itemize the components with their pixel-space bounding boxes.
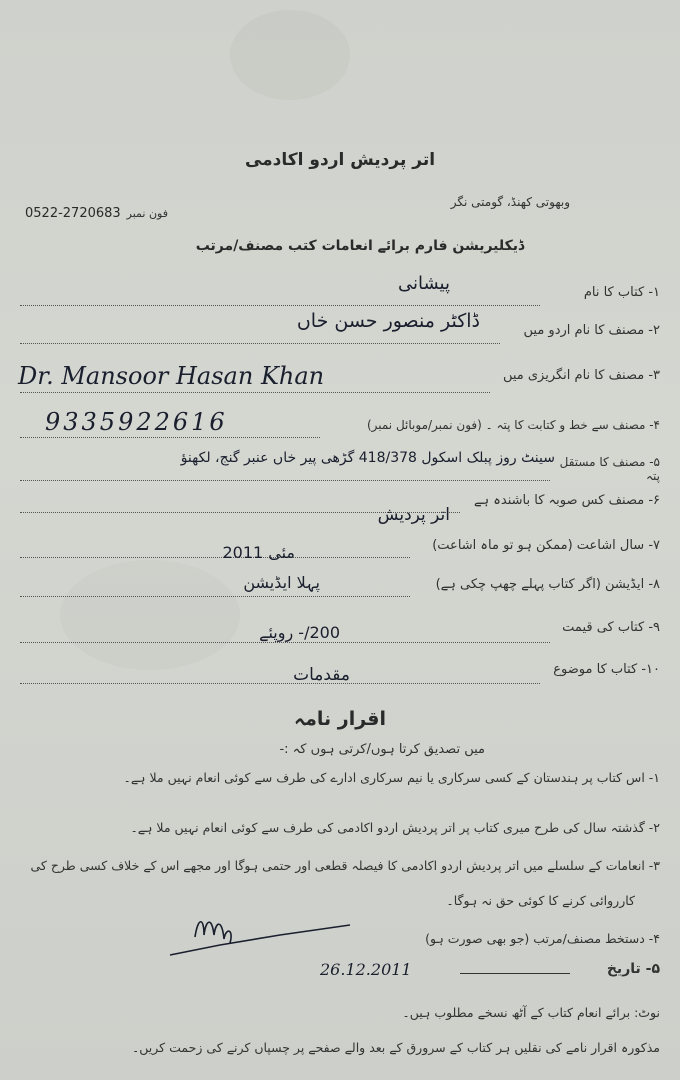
field-label: ۸- ایڈیشن (اگر کتاب پہلے چھپ چکی ہے)	[435, 577, 660, 592]
field-value-phone: 9335922616	[45, 408, 228, 436]
field-label: ۷- سال اشاعت (ممکن ہو تو ماہ اشاعت)	[432, 538, 660, 553]
field-label: ۱۰- کتاب کا موضوع	[553, 662, 660, 677]
field-value-price: 200/- روپئے	[259, 623, 340, 642]
field-line	[20, 343, 500, 344]
field-label: ۲- مصنف کا نام اردو میں	[523, 323, 660, 338]
date-label: ۵- تاریخ	[606, 961, 660, 977]
signature-label: ۴- دستخط مصنف/مرتب (جو بھی صورت ہو)	[425, 931, 660, 946]
field-value-state: اتر پردیش	[377, 505, 450, 525]
field-value-edition: پہلا ایڈیشن	[243, 573, 320, 592]
academy-address: وبھوتی کھنڈ، گومتی نگر	[450, 195, 570, 209]
date-line	[460, 973, 570, 974]
field-value-permanent-address: سینٹ روز پبلک اسکول 418/378 گڑھی پیر خاں عنبر گنج، لکھنؤ	[180, 450, 555, 466]
form-title: ڈیکلیریشن فارم برائے انعامات کتب مصنف/مرتب	[195, 238, 525, 254]
date-value: 26.12.2011	[320, 960, 412, 979]
signature-scribble	[160, 905, 360, 965]
field-label: ۴- مصنف سے خط و کتابت کا پتہ ۔ (فون نمبر/موبائل نمبر)	[366, 418, 660, 432]
phone-number: 0522-2720683	[25, 206, 121, 221]
field-line	[20, 392, 490, 393]
phone-block	[25, 206, 195, 221]
phone-label: فون نمبر	[126, 207, 168, 220]
field-line	[20, 642, 550, 643]
note-attach: مذکورہ اقرار نامے کی نقلیں ہر کتاب کے سرورق کے بعد والے صفحے پر چسپاں کرنے کی زحمت کریں۔	[131, 1040, 660, 1055]
field-label: ۱- کتاب کا نام	[583, 285, 660, 300]
field-line	[20, 437, 320, 438]
field-value-subject: مقدمات	[293, 665, 350, 685]
declaration-item: ۳- انعامات کے سلسلے میں اتر پردیش اردو اکادمی کا فیصلہ قطعی اور حتمی ہوگا اور مجھے اس کے خلاف کسی طرح کی	[30, 858, 660, 873]
field-label: ۳- مصنف کا نام انگریزی میں	[502, 368, 660, 383]
field-value-book-title: پیشانی	[398, 273, 450, 294]
field-line	[20, 305, 540, 306]
declaration-intro: میں تصدیق کرتا ہوں/کرتی ہوں کہ :-	[279, 742, 485, 757]
field-value-author-urdu: ڈاکٹر منصور حسن خاں	[296, 310, 480, 332]
field-value-publication-year: مئی 2011	[222, 543, 295, 562]
field-label: ۶- مصنف کس صوبہ کا باشندہ ہے	[473, 493, 660, 508]
declaration-title: اقرار نامہ	[293, 708, 386, 730]
declaration-item: ۲- گذشتہ سال کی طرح میری کتاب پر اتر پردیش اردو اکادمی کی طرف سے کوئی انعام نہیں ملا ہے۔	[130, 820, 660, 835]
declaration-item: کارروائی کرنے کا کوئی حق نہ ہوگا۔	[446, 893, 635, 908]
field-line	[20, 596, 410, 597]
academy-title: اتر پردیش اردو اکادمی	[244, 150, 436, 170]
field-label: ۹- کتاب کی قیمت	[562, 620, 660, 635]
paper-stain	[230, 10, 350, 100]
field-label: ۵- مصنف کا مستقل پتہ	[559, 455, 660, 483]
declaration-item: ۱- اس کتاب پر ہندستان کے کسی سرکاری یا نیم سرکاری ادارے کی طرف سے کوئی انعام نہیں ملا ہے۔	[123, 770, 660, 785]
field-value-author-english: Dr. Mansoor Hasan Khan	[18, 362, 325, 390]
field-line	[20, 480, 550, 481]
note-copies: نوٹ: برائے انعام کتاب کے آٹھ نسخے مطلوب ہیں۔	[402, 1005, 660, 1020]
